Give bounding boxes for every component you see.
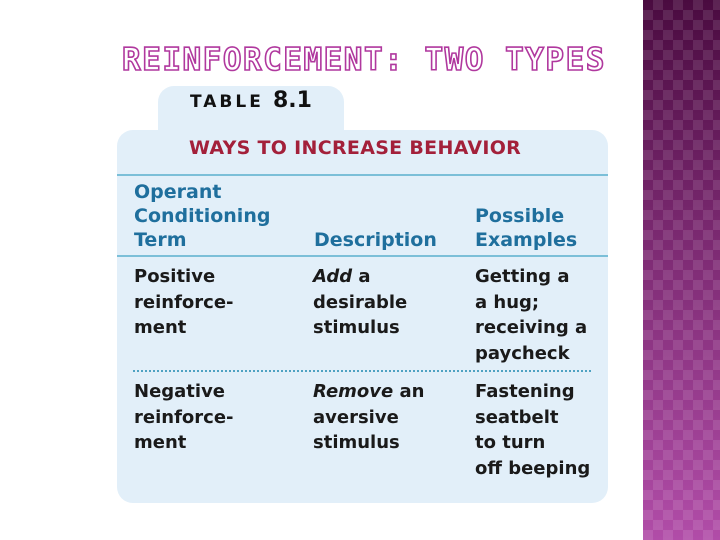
header-examples [475,204,577,252]
caption-divider [117,174,608,176]
table-label-number: 8.1 [272,88,312,113]
row-negative-term [134,379,234,456]
term-line: Negative [134,381,226,402]
term-line: reinforce- [134,406,234,428]
description-emphasis: Add [313,266,353,287]
example-line: a hug; [475,291,540,313]
row-negative-examples [475,379,590,481]
description-first-line [313,264,407,290]
header-term-line: Term [134,229,187,251]
example-line: off beeping [475,457,591,479]
description-line: stimulus [313,432,400,453]
header-examples-line: Possible [475,205,565,227]
description-line: aversive [313,406,399,428]
header-description [314,228,437,252]
row-negative-description [313,379,424,456]
table-caption: WAYS TO INCREASE BEHAVIOR [189,137,522,159]
table-label-word: TABLE [190,92,264,112]
header-term-line: Conditioning [134,205,271,227]
description-emphasis: Remove [313,381,394,402]
term-line: Positive [134,266,216,287]
description-first-line [313,379,424,405]
description-line: stimulus [313,317,400,338]
term-line: ment [134,432,187,453]
table-number [190,88,312,113]
header-description-line: Description [314,229,437,251]
example-line: receiving a [475,317,588,338]
example-line: seatbelt [475,406,559,428]
example-line: Fastening [475,381,575,402]
example-line: Getting a [475,266,570,287]
header-term-line: Operant [134,181,222,203]
header-term [134,180,270,252]
term-line: ment [134,317,187,338]
description-rest: an [393,381,425,402]
header-divider [117,255,608,257]
row-positive-examples [475,264,587,366]
description-line: desirable [313,291,408,313]
header-examples-line: Examples [475,229,578,251]
term-line: reinforce- [134,291,234,313]
row-divider [133,370,591,372]
decorative-side-band [643,0,720,540]
slide-title: REINFORCEMENT: TWO TYPES [122,42,606,78]
row-positive-term [134,264,234,341]
example-line: to turn [475,432,546,453]
row-positive-description [313,264,407,341]
example-line: paycheck [475,342,570,364]
description-rest: a [352,266,371,287]
